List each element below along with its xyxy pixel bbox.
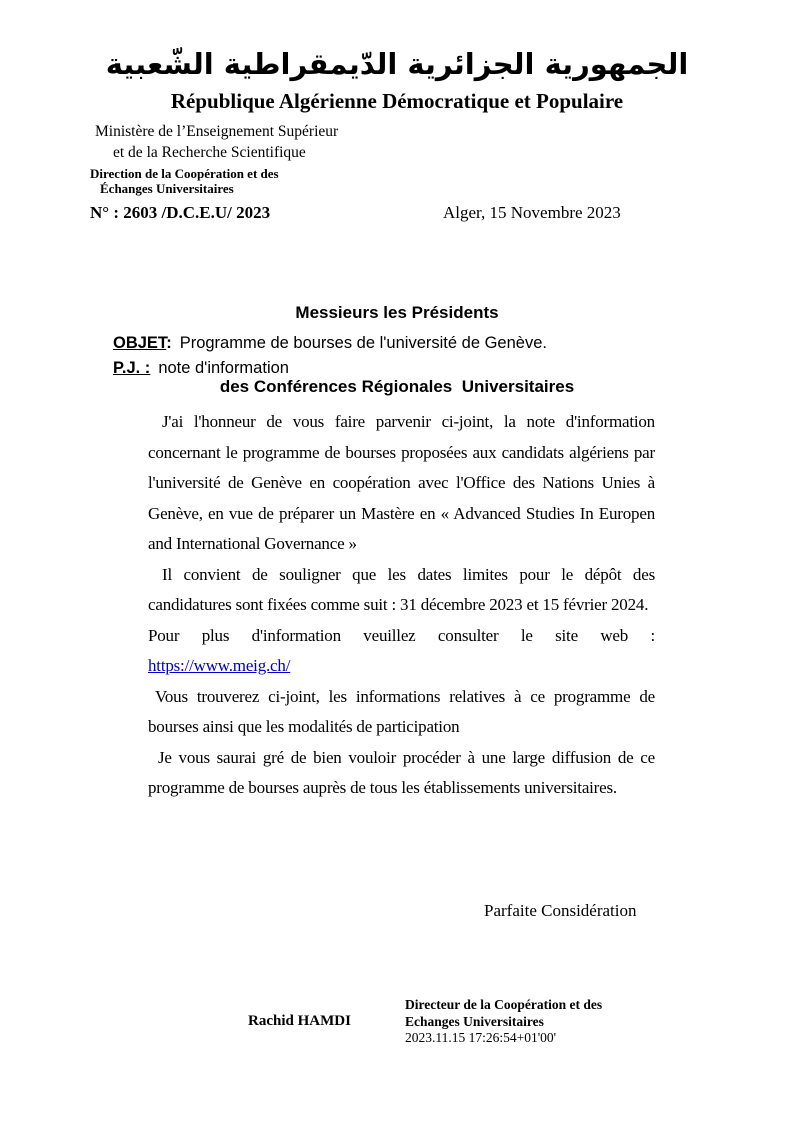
direction-block bbox=[90, 166, 279, 196]
attachment-label: P.J. : bbox=[113, 359, 151, 377]
direction-line2: Échanges Universitaires bbox=[100, 181, 234, 196]
title-arabic: الجمهورية الجزائرية الدّيمقراطية الشّعبية bbox=[105, 47, 689, 81]
meig-website-link[interactable]: https://www.meig.ch/ bbox=[148, 656, 291, 675]
body-paragraph-1: J'ai l'honneur de vous faire parvenir ci-joint, la note d'information concernant le programme de bourses proposées aux candidats algériens par l'université de Genève en coopération avec l'Office des Nations Unies à Genève, en vue de préparer un Mastère en « Advanced Studies In Europen and International Governance » bbox=[148, 412, 655, 553]
subject-text: Programme de bourses de l'université de Genève. bbox=[179, 334, 547, 352]
place-date: Alger, 15 Novembre 2023 bbox=[443, 203, 621, 222]
subject-label: OBJET bbox=[113, 334, 167, 352]
signatory-title-line2: Echanges Universitaires bbox=[405, 1013, 544, 1029]
signatory-title-line1: Directeur de la Coopération et des bbox=[405, 997, 603, 1012]
subject-colon: : bbox=[166, 334, 172, 352]
ministry-block bbox=[95, 121, 338, 163]
ministry-line2: et de la Recherche Scientifique bbox=[113, 144, 306, 161]
reference-number: N° : 2603 /D.C.E.U/ 2023 bbox=[90, 203, 271, 222]
body-paragraph-3: Pour plus d'information veuillez consulter le site web : bbox=[148, 625, 655, 645]
direction-line1: Direction de la Coopération et des bbox=[90, 166, 279, 181]
addressee-line1: Messieurs les Présidents bbox=[295, 303, 499, 322]
signature-timestamp: 2023.11.15 17:26:54+01'00' bbox=[405, 1030, 557, 1045]
body-paragraph-5: Je vous saurai gré de bien vouloir procéder à une large diffusion de ce programme de bourses auprès de tous les établissements universitaires. bbox=[148, 747, 655, 797]
ministry-line1: Ministère de l’Enseignement Supérieur bbox=[95, 123, 339, 140]
subject-line bbox=[113, 334, 547, 353]
body-paragraph-4: Vous trouverez ci-joint, les informations relatives à ce programme de bourses ainsi que les modalités de participation bbox=[148, 686, 655, 736]
closing-formula: Parfaite Considération bbox=[484, 901, 637, 920]
attachment-text: note d'information bbox=[158, 359, 289, 377]
title-french: République Algérienne Démocratique et Populaire bbox=[170, 89, 624, 113]
letter-body bbox=[148, 407, 655, 804]
addressee-line2: des Conférences Régionales Universitaires bbox=[219, 376, 575, 396]
digital-signature-block bbox=[405, 997, 602, 1047]
signatory-name: Rachid HAMDI bbox=[248, 1013, 351, 1029]
body-paragraph-2: Il convient de souligner que les dates limites pour le dépôt des candidatures sont fixées comme suit : 31 décembre 2023 et 15 février 2024. bbox=[148, 564, 655, 614]
attachment-line bbox=[113, 359, 289, 378]
